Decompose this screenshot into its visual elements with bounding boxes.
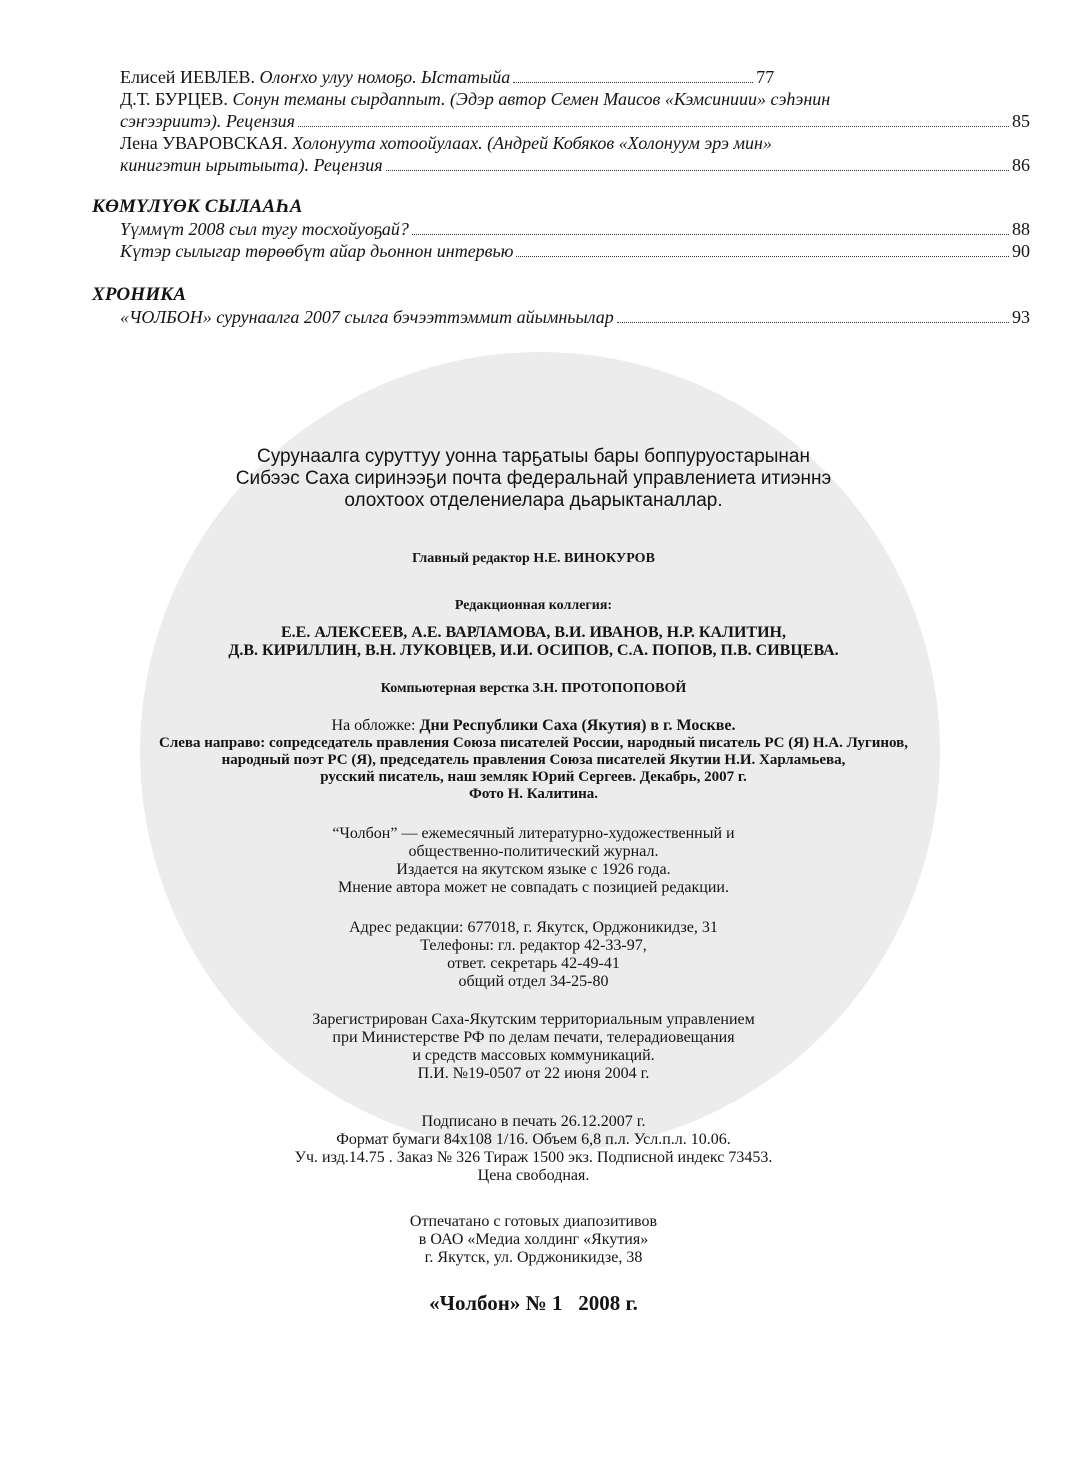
toc-title: Холонуута хотоойулаах. (Андрей Кобяков «Холонуум эрэ мин» xyxy=(292,133,772,153)
toc-page-number: 77 xyxy=(756,67,775,87)
board-heading: Редакционная коллегия: xyxy=(454,598,613,613)
toc-entry-row xyxy=(92,154,1030,176)
toc-leader xyxy=(298,126,1009,127)
cover-title: Дни Республики Саха (Якутия) в г. Москве. xyxy=(419,717,736,734)
cover-line: Слева направо: сопредседатель правления Союза писателей России, народный писатель РС (Я) Н.А. Лугинов, xyxy=(159,735,908,751)
toc-author: Елисей ИЕВЛЕВ. xyxy=(120,67,255,87)
toc-entry xyxy=(120,132,1030,176)
toc-page-number: 93 xyxy=(1012,307,1030,327)
cover-line: Фото Н. Калитина. xyxy=(468,786,599,802)
address-line: общий отдел 34-25-80 xyxy=(458,973,609,990)
cover-line: русский писатель, наш земляк Юрий Сергеев. Декабрь, 2007 г. xyxy=(320,769,747,785)
toc-title: Олоҥхо улуу номоҕо. Ыстатыйа xyxy=(259,67,511,87)
subscription-line: Сибээс Саха сиринээҕи почта федеральнай управлениета итиэннэ xyxy=(235,468,832,489)
toc-title: Күтэр сылыгар төрөөбүт айар дьоннон интервью xyxy=(120,241,514,261)
toc-entry xyxy=(120,88,1030,132)
toc-entry xyxy=(120,66,1030,88)
print-line: Цена свободная. xyxy=(477,1167,590,1184)
toc-leader xyxy=(617,322,1009,323)
address-line: ответ. секретарь 42-49-41 xyxy=(447,955,620,972)
toc-author: Лена УВАРОВСКАЯ. xyxy=(120,133,288,153)
toc-entry xyxy=(120,306,1030,328)
subscription-line: олохтоох отделениелара дьарыктаналлар. xyxy=(344,490,723,511)
about-line: “Чолбон” — ежемесячный литературно-художественный и xyxy=(332,825,735,842)
about-line: общественно-политический журнал. xyxy=(408,843,659,860)
toc-page-number: 90 xyxy=(1012,241,1030,261)
cover-line: народный поэт РС (Я), председатель правления Союза писателей Якутии Н.И. Харламьева, xyxy=(221,752,846,768)
toc-leader xyxy=(386,170,1009,171)
toc-leader xyxy=(513,82,753,83)
about-line: Издается на якутском языке с 1926 года. xyxy=(396,861,671,878)
registration-line: при Министерстве РФ по делам печати, телерадиовещания xyxy=(332,1029,735,1046)
section-heading: КӨМҮЛҮӨК СЫЛААҺА xyxy=(92,196,303,217)
address-line: Адрес редакции: 677018, г. Якутск, Орджоникидзе, 31 xyxy=(349,919,718,936)
toc-entry-row xyxy=(120,306,1030,328)
cover-caption xyxy=(0,717,1067,735)
toc-title: Үүммүт 2008 сыл тугу тосхойуоҕай? xyxy=(120,219,409,239)
toc-title: «ЧОЛБОН» сурунаалга 2007 сылга бэчээттэммит айымньылар xyxy=(120,307,614,327)
toc-entry-row xyxy=(92,110,1030,132)
toc-page-number: 88 xyxy=(1012,219,1030,239)
subscription-line: Сурунаалга суруттуу уонна тарҕатыы бары боппуруостарынан xyxy=(257,446,810,467)
printer-line: Отпечатано с готовых диапозитивов xyxy=(409,1213,658,1230)
toc-leader xyxy=(516,256,1009,257)
toc-title-cont: сэҥээриитэ). Рецензия xyxy=(120,111,296,131)
toc-author: Д.Т. БУРЦЕВ. xyxy=(120,89,228,109)
toc-leader xyxy=(412,234,1009,235)
toc-entry xyxy=(120,218,1030,262)
board-members: Д.В. КИРИЛЛИН, В.Н. ЛУКОВЦЕВ, И.И. ОСИПОВ, С.А. ПОПОВ, П.В. СИВЦЕВА. xyxy=(228,642,839,659)
toc-page-number: 86 xyxy=(1012,155,1030,175)
imprint xyxy=(0,446,1067,1315)
about-line: Мнение автора может не совпадать с позицией редакции. xyxy=(338,879,729,896)
editor-in-chief: Главный редактор Н.Е. ВИНОКУРОВ xyxy=(412,551,655,566)
printer-line: г. Якутск, ул. Орджоникидзе, 38 xyxy=(424,1249,643,1266)
registration-line: Зарегистрирован Саха-Якутским территориальным управлением xyxy=(312,1011,755,1028)
printer-line: в ОАО «Медиа холдинг «Якутия» xyxy=(418,1231,649,1248)
layout-credit: Компьютерная верстка З.Н. ПРОТОПОПОВОЙ xyxy=(380,681,687,696)
print-line: Формат бумаги 84х108 1/16. Объем 6,8 п.л. Усл.п.л. 10.06. xyxy=(336,1131,731,1148)
toc-title: Сонун теманы сырдаппыт. (Эдэр автор Семен Маисов «Кэмсиниии» сэһэнин xyxy=(232,89,831,109)
section-heading: ХРОНИКА xyxy=(92,284,187,305)
print-line: Подписано в печать 26.12.2007 г. xyxy=(421,1113,646,1130)
table-of-contents xyxy=(92,66,1030,328)
registration-line: П.И. №19-0507 от 22 июня 2004 г. xyxy=(417,1065,650,1082)
address-line: Телефоны: гл. редактор 42-33-97, xyxy=(420,937,647,954)
toc-title-cont: кинигэтин ырытыыта). Рецензия xyxy=(120,155,383,175)
toc-entry-row xyxy=(120,240,1030,262)
toc-page-number: 85 xyxy=(1012,111,1030,131)
board-members: Е.Е. АЛЕКСЕЕВ, А.Е. ВАРЛАМОВА, В.И. ИВАНОВ, Н.Р. КАЛИТИН, xyxy=(281,624,786,641)
toc-entry-row xyxy=(120,218,1030,240)
issue-label: «Чолбон» № 1 2008 г. xyxy=(429,1291,638,1315)
toc-entry-row xyxy=(120,66,1030,88)
cover-prefix: На обложке: xyxy=(331,717,416,734)
print-line: Уч. изд.14.75 . Заказ № 326 Тираж 1500 экз. Подписной индекс 73453. xyxy=(294,1149,773,1166)
registration-line: и средств массовых коммуникаций. xyxy=(412,1047,655,1064)
